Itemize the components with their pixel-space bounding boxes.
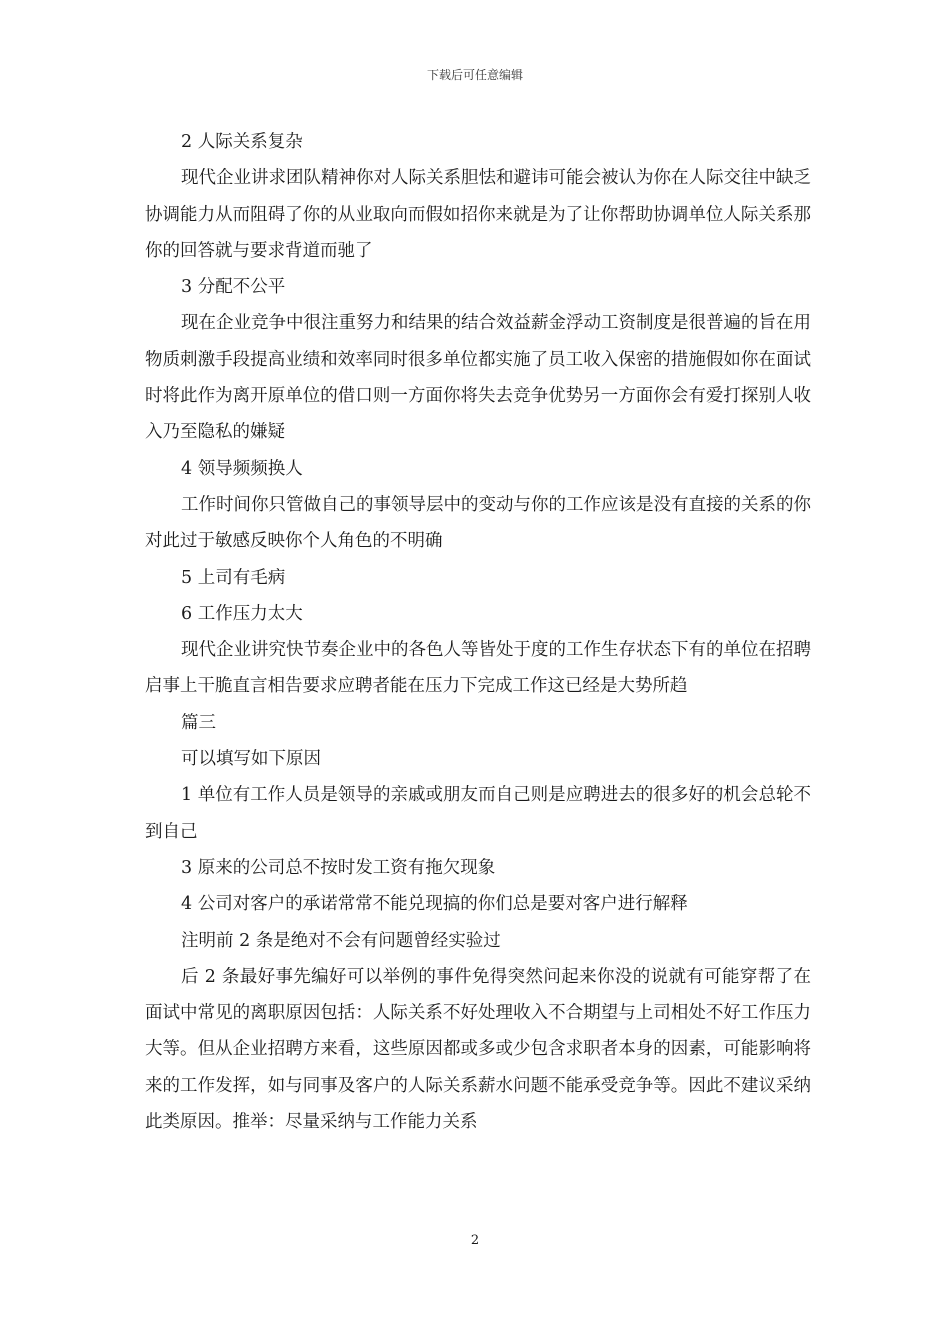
section-heading: 篇三 — [181, 712, 216, 733]
list-item: 4 公司对客户的承诺常常不能兑现搞的你们总是要对客户进行解释 — [181, 894, 688, 915]
heading-item-2: 2 人际关系复杂 — [181, 132, 303, 152]
heading-item-4: 4 领导频频换人 — [181, 458, 303, 479]
list-item: 1 单位有工作人员是领导的亲戚或朋友而自己则是应聘进去的很多好的机会总轮不到自己 — [145, 785, 811, 842]
heading-item-6: 6 工作压力太大 — [181, 603, 303, 624]
page-number: 2 — [470, 1233, 480, 1248]
paragraph: 现在企业竞争中很注重努力和结果的结合效益薪金浮动工资制度是很普遍的旨在用物质刺激手段提高业绩和效率同时很多单位都实施了员工收入保密的措施假如你在面试时将此作为离开原单位的借口则一方面你将失去竞争优势另一方面你会有爱打探别人收入乃至隐私的嫌疑 — [145, 313, 811, 443]
list-item: 3 原来的公司总不按时发工资有拖欠现象 — [181, 857, 496, 878]
paragraph: 工作时间你只管做自己的事领导层中的变动与你的工作应该是没有直接的关系的你对此过于敏感反映你个人角色的不明确 — [145, 494, 811, 552]
paragraph: 可以填写如下原因 — [181, 749, 321, 770]
paragraph: 现代企业讲求团队精神你对人际关系胆怯和避讳可能会被认为你在人际交往中缺乏协调能力从而阻碍了你的从业取向而假如招你来就是为了让你帮助协调单位人际关系那你的回答就与要求背道而驰了 — [145, 168, 811, 261]
heading-item-5: 5 上司有毛病 — [181, 567, 286, 588]
paragraph: 现代企业讲究快节奏企业中的各色人等皆处于度的工作生存状态下有的单位在招聘启事上干脆直言相告要求应聘者能在压力下完成工作这已经是大势所趋 — [145, 640, 811, 697]
document-body — [145, 124, 811, 1140]
page-header: 下载后可任意编辑 — [426, 68, 523, 82]
heading-item-3: 3 分配不公平 — [181, 277, 286, 298]
paragraph: 后 2 条最好事先编好可以举例的事件免得突然问起来你没的说就有可能穿帮了在面试中常见的离职原因包括：人际关系不好处理收入不合期望与上司相处不好工作压力大等。但从企业招聘方来看，这些原因都或多或少包含求职者本身的因素，可能影响将来的工作发挥，如与同事及客户的人际关系薪水问题不能承受竞争等。因此不建议采纳此类原因。推举：尽量采纳与工作能力关系 — [145, 966, 811, 1133]
note: 注明前 2 条是绝对不会有问题曾经实验过 — [181, 930, 501, 951]
